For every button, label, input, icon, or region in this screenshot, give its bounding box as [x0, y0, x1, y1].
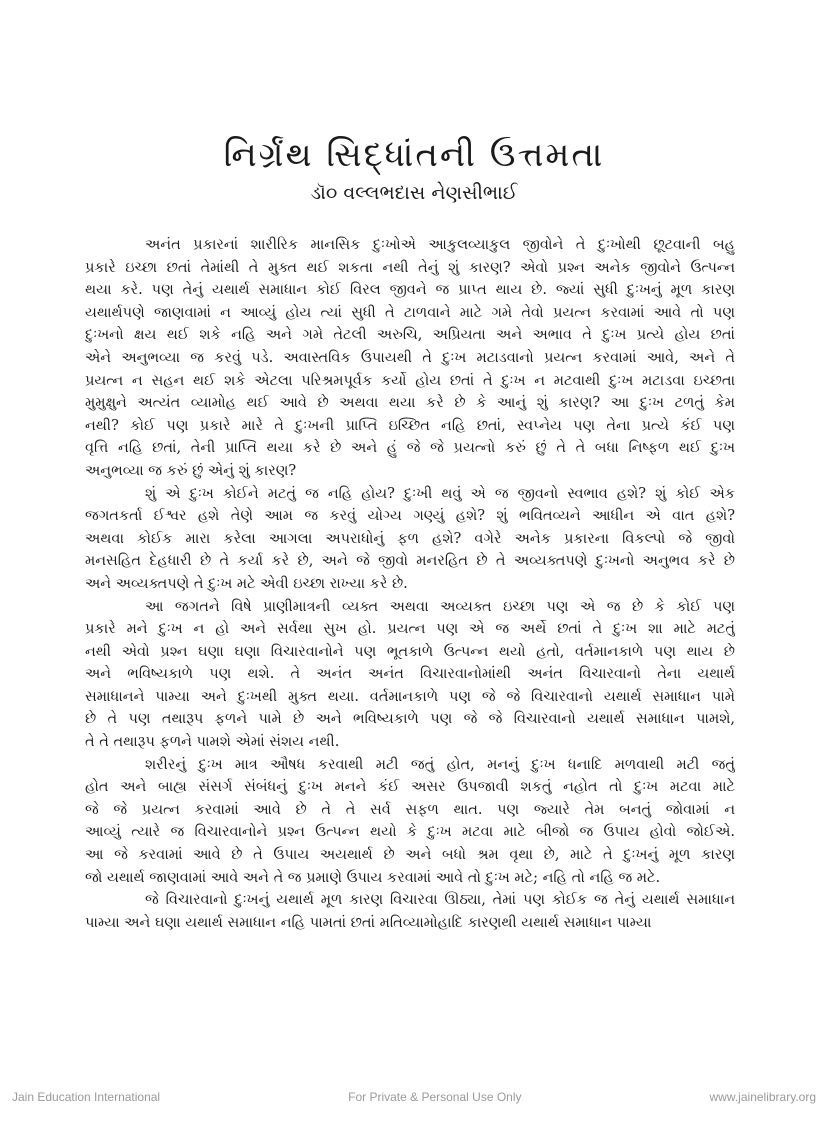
text-line: અને ભવિષ્યકાળે પણ થશે. તે અનંત અનંત વિચારવાનોમાંથી અનંત વિચારવાનો તેના યથાર્થ [85, 666, 735, 683]
text-line: અનંત પ્રકારનાં શારીરિક માનસિક દુઃખોએ આકુલવ્યાકુલ જીવોને તે દુઃખોથી છૂટવાની બહુ [145, 237, 735, 253]
text-line: તે તે તથારૂપ ફળને પામશે એમાં સંશય નથી. [85, 734, 340, 751]
text-line: અથવા કોઈક મારા કરેલા આગલા અપરાધોનું ફળ હશે? વગેરે અનેક પ્રકારના વિકલ્પો જે જીવો [85, 530, 735, 547]
text-line: પ્રયત્ન ન સહન થઈ શકે એટલા પરિશ્રમપૂર્વક કર્યો હોય છતાં તે દુઃખ ન મટવાથી દુઃખ મટાડવા ઇચ્છતા [85, 372, 735, 389]
text-line: આવ્યું ત્યારે જ વિચારવાનોને પ્રશ્ન ઉત્પન્ન થયો કે દુઃખ મટવા માટે બીજો જ ઉપાય હોવો જોઈએ. [85, 824, 735, 841]
footer-usage-note: For Private & Personal Use Only [348, 1090, 522, 1104]
paragraph [85, 596, 735, 754]
text-line: આ જે કરવામાં આવે છે તે ઉપાય અયથાર્થ છે અને બધો શ્રમ વૃથા છે, માટે તે દુઃખનું મૂળ કારણ [85, 847, 735, 864]
paragraph [85, 889, 735, 934]
article-author: ડૉ૦ વલ્લભદાસ નેણસીભાઈ [310, 182, 518, 204]
page-footer [12, 1090, 816, 1104]
text-line: અનુભવ્યા જ કરું છું એનું શું કારણ? [85, 462, 297, 479]
text-line: નથી એવો પ્રશ્ન ઘણા ઘણા વિચારવાનોને પણ ભૂતકાળે ઉત્પન્ન થયો હતો, વર્તમાનકાળે પણ થાય છે [85, 643, 735, 660]
text-line: શું એ દુઃખ કોઈને મટતું જ નહિ હોય? દુઃખી થવું એ જ જીવનો સ્વભાવ હશે? શું કોઈ એક [145, 485, 735, 502]
footer-publisher: Jain Education International [12, 1090, 161, 1104]
text-line: જે જે પ્રયત્ન કરવામાં આવે છે તે તે સર્વ સફળ થાત. પણ જ્યારે તેમ બનતું જોવામાં ન [85, 801, 735, 818]
text-line: સમાધાનને પામ્યા અને દુઃખથી મુક્ત થયા. વર્તમાનકાળે પણ જે જે વિચારવાનો યથાર્થ સમાધાન પામે [85, 688, 735, 705]
text-line: અને અવ્યક્તપણે તે દુઃખ મટે એવી ઇચ્છા રાખ્યા કરે છે. [85, 575, 408, 592]
text-line: આ જગતને વિષે પ્રાણીમાત્રની વ્યક્ત અથવા અવ્યક્ત ઇચ્છા પણ એ જ છે કે કોઈ પણ [145, 598, 735, 615]
text-line: પામ્યા અને ઘણા યથાર્થ સમાધાન નહિ પામતાં છતાં મતિવ્યામોહાદિ કારણથી યથાર્થ સમાધાન પામ્યા [85, 914, 652, 931]
paragraph [85, 234, 735, 483]
text-line: જગતકર્તા ઈશ્વર હશે તેણે આમ જ કરવું યોગ્ય ગણ્યું હશે? શું ભવિતવ્યને આધીન એ વાત હશે? [85, 508, 735, 525]
paragraph [85, 754, 735, 890]
text-line: પ્રકારે મને દુઃખ ન હો અને સર્વથા સુખ હો. પ્રયત્ન પણ એ જ અર્થે છતાં તે દુઃખ શા માટે મટતું [85, 621, 735, 638]
text-line: મુમુક્ષુને અત્યંત વ્યામોહ થઈ આવે છે અથવા થયા કરે છે કે આનું શું કારણ? આ દુઃખ ટળતું કેમ [85, 395, 735, 412]
text-line: નથી? કોઈ પણ પ્રકારે મારે તે દુઃખની પ્રાપ્તિ ઇચ્છિત નહિ છતાં, સ્વપ્નેય પણ તેના પ્રત્યે કંઈ પણ [85, 417, 735, 434]
footer-website-link[interactable]: www.jainelibrary.org [709, 1090, 816, 1104]
text-line: એને અનુભવ્યા જ કરવું પડે. અવાસ્તવિક ઉપાયથી તે દુઃખ મટાડવાનો પ્રયત્ન કરવામાં આવે, અને તે [85, 349, 735, 366]
text-line: યથાર્થપણે જાણવામાં ન આવ્યું હોય ત્યાં સુધી તે ટાળવાને માટે ગમે તેવો પ્રયત્ન કરવામાં આવે તો પણ [85, 304, 735, 321]
text-line: જો યથાર્થ જાણવામાં આવે અને તે જ પ્રમાણે ઉપાય કરવામાં આવે તો દુઃખ મટે; નહિ તો નહિ જ મટે. [85, 869, 661, 886]
text-line: શરીરનું દુઃખ માત્ર ઔષધ કરવાથી મટી જતું હોત, મનનું દુઃખ ધનાદિ મળવાથી મટી જતું [145, 756, 735, 773]
text-line: થયા કરે. પણ તેનું યથાર્થ સમાધાન કોઈ વિરલ જીવને જ પ્રાપ્ત થાય છે. જ્યાં સુધી દુઃખનું મૂળ કારણ [85, 282, 735, 299]
text-line: છે તે પણ તથારૂપ ફળને પામે છે અને ભવિષ્યકાળે પણ જે જે વિચારવાનો યથાર્થ સમાધાન પામશે, [85, 711, 735, 728]
article-body [85, 234, 735, 934]
paragraph [85, 483, 735, 596]
text-line: હોત અને બાહ્ય સંસર્ગ સંબંધનું દુઃખ મનને કંઈ અસર ઉપજાવી શકતું નહોત તો દુઃખ મટવા માટે [85, 779, 735, 796]
text-line: વૃત્તિ નહિ છતાં, તેની પ્રાપ્તિ થયા કરે છે અને હું જે જે પ્રયત્નો કરું છું તે તે બધા નિષ્ફળ થઈ દુઃખ [85, 440, 735, 457]
text-line: પ્રકારે ઇચ્છા છતાં તેમાંથી તે મુક્ત થઈ શકતા નથી તેનું શું કારણ? એવો પ્રશ્ન અનેક જીવોને ઉત્પન્ન [85, 259, 735, 276]
text-line: જે વિચારવાનો દુઃખનું યથાર્થ મૂળ કારણ વિચારવા ઊઠ્યા, તેમાં પણ કોઈક જ તેનું યથાર્થ સમાધાન [145, 892, 735, 909]
text-line: મનસહિત દેહધારી છે તે કર્યા કરે છે, અને જે જીવો મનરહિત છે તે અવ્યક્તપણે દુઃખનો અનુભવ કરે છે [85, 553, 735, 570]
article-title: નિર્ગ્રંથ સિદ્ધાંતની ઉત્તમતા [223, 135, 605, 175]
text-line: દુઃખનો ક્ષય થઈ શકે નહિ અને ગમે તેટલી અરુચિ, અપ્રિયતા અને અભાવ તે દુઃખ પ્રત્યે હોય છતાં [85, 327, 735, 344]
